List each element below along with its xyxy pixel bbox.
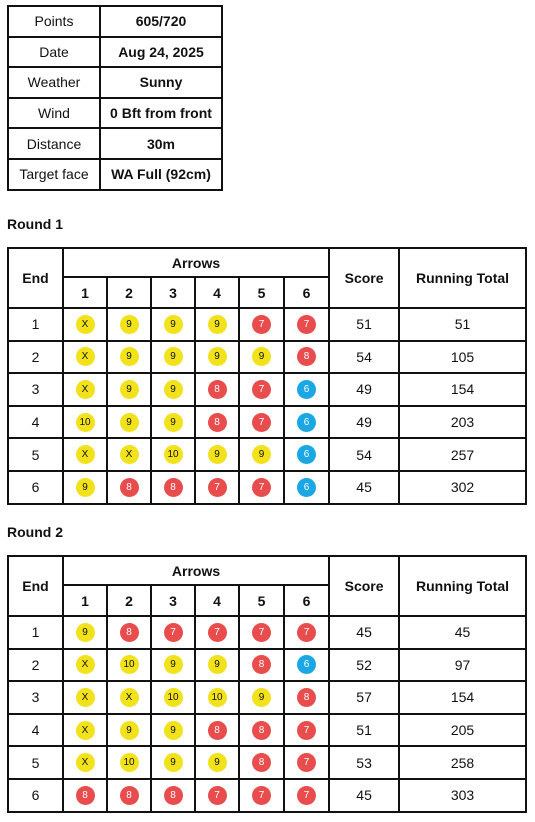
- arrow-score-badge: 8: [164, 786, 183, 805]
- running-total: 257: [399, 438, 526, 471]
- end-header: End: [8, 248, 63, 308]
- arrow-number: 6: [284, 277, 329, 308]
- arrow-cell: [284, 746, 329, 779]
- info-row-wind: [8, 98, 222, 129]
- arrow-score-badge: 9: [120, 721, 139, 740]
- end-number: 6: [8, 471, 63, 504]
- arrow-score-badge: X: [76, 315, 95, 334]
- round-1-title: Round 1: [7, 216, 63, 232]
- arrow-cell: [107, 341, 151, 374]
- running-total: 154: [399, 373, 526, 406]
- info-label: Distance: [8, 128, 100, 159]
- info-value: 605/720: [100, 6, 222, 37]
- round-2-title: Round 2: [7, 524, 63, 540]
- arrow-cell: [239, 746, 284, 779]
- running-total: 154: [399, 681, 526, 714]
- end-score: 54: [329, 438, 399, 471]
- arrow-cell: [239, 373, 284, 406]
- arrow-score-badge: 7: [252, 315, 271, 334]
- arrow-cell: [195, 714, 239, 747]
- arrow-cell: [107, 779, 151, 812]
- arrow-score-badge: 9: [252, 445, 271, 464]
- arrow-score-badge: 9: [208, 315, 227, 334]
- end-number: 2: [8, 341, 63, 374]
- arrow-score-badge: 8: [208, 413, 227, 432]
- arrow-cell: [63, 714, 107, 747]
- end-number: 2: [8, 649, 63, 682]
- arrow-number: 3: [151, 277, 195, 308]
- arrow-score-badge: 9: [120, 413, 139, 432]
- info-label: Points: [8, 6, 100, 37]
- arrow-cell: [284, 373, 329, 406]
- arrow-cell: [107, 649, 151, 682]
- arrow-number: 6: [284, 585, 329, 616]
- arrow-score-badge: 8: [208, 721, 227, 740]
- arrow-score-badge: 7: [252, 478, 271, 497]
- arrow-score-badge: 9: [164, 380, 183, 399]
- arrow-score-badge: 9: [120, 315, 139, 334]
- end-row: [8, 746, 526, 779]
- running-total: 205: [399, 714, 526, 747]
- end-number: 5: [8, 746, 63, 779]
- arrow-cell: [284, 438, 329, 471]
- arrow-number: 1: [63, 277, 107, 308]
- arrow-score-badge: 8: [120, 786, 139, 805]
- end-number: 6: [8, 779, 63, 812]
- arrow-cell: [239, 779, 284, 812]
- arrow-cell: [151, 681, 195, 714]
- arrow-cell: [63, 746, 107, 779]
- arrow-cell: [151, 308, 195, 341]
- end-number: 4: [8, 714, 63, 747]
- info-label: Wind: [8, 98, 100, 129]
- arrow-cell: [239, 438, 284, 471]
- arrow-score-badge: X: [76, 445, 95, 464]
- arrow-score-badge: 9: [164, 655, 183, 674]
- arrow-cell: [284, 308, 329, 341]
- end-number: 1: [8, 616, 63, 649]
- arrow-cell: [195, 649, 239, 682]
- arrow-score-badge: X: [76, 753, 95, 772]
- arrow-score-badge: 9: [164, 753, 183, 772]
- arrow-cell: [63, 341, 107, 374]
- arrow-cell: [195, 779, 239, 812]
- info-value: Sunny: [100, 67, 222, 98]
- running-total: 105: [399, 341, 526, 374]
- arrow-score-badge: 6: [297, 380, 316, 399]
- arrow-cell: [195, 438, 239, 471]
- header-row: [8, 556, 526, 585]
- running-total: 51: [399, 308, 526, 341]
- arrow-cell: [284, 681, 329, 714]
- end-header: End: [8, 556, 63, 616]
- running-total: 303: [399, 779, 526, 812]
- arrow-cell: [239, 471, 284, 504]
- arrow-score-badge: 8: [252, 721, 271, 740]
- arrow-score-badge: 9: [208, 753, 227, 772]
- end-row: [8, 714, 526, 747]
- arrow-score-badge: 9: [120, 380, 139, 399]
- arrow-cell: [284, 714, 329, 747]
- end-number: 3: [8, 373, 63, 406]
- arrows-header: Arrows: [63, 556, 329, 585]
- end-row: [8, 649, 526, 682]
- running-total: 97: [399, 649, 526, 682]
- arrow-cell: [107, 373, 151, 406]
- arrow-score-badge: 9: [208, 347, 227, 366]
- arrow-score-badge: X: [120, 445, 139, 464]
- end-number: 3: [8, 681, 63, 714]
- end-row: [8, 471, 526, 504]
- arrow-score-badge: 7: [208, 478, 227, 497]
- arrow-score-badge: 7: [208, 786, 227, 805]
- running-total-header: Running Total: [399, 248, 526, 308]
- arrow-score-badge: 8: [297, 688, 316, 707]
- arrow-score-badge: 9: [76, 478, 95, 497]
- end-score: 45: [329, 616, 399, 649]
- arrow-number: 4: [195, 585, 239, 616]
- arrow-score-badge: 9: [164, 721, 183, 740]
- header-row: [8, 248, 526, 277]
- arrow-cell: [195, 341, 239, 374]
- arrow-score-badge: 9: [252, 688, 271, 707]
- arrow-score-badge: X: [76, 721, 95, 740]
- arrow-score-badge: 7: [252, 786, 271, 805]
- end-score: 52: [329, 649, 399, 682]
- arrow-score-badge: X: [76, 655, 95, 674]
- arrow-score-badge: 7: [252, 413, 271, 432]
- arrow-number: 3: [151, 585, 195, 616]
- end-row: [8, 373, 526, 406]
- arrow-cell: [239, 616, 284, 649]
- arrow-cell: [151, 616, 195, 649]
- arrow-cell: [239, 714, 284, 747]
- arrow-score-badge: 8: [76, 786, 95, 805]
- arrow-cell: [63, 438, 107, 471]
- arrow-cell: [195, 406, 239, 439]
- arrow-score-badge: 7: [252, 380, 271, 399]
- arrow-cell: [195, 746, 239, 779]
- arrow-cell: [151, 649, 195, 682]
- arrow-score-badge: 7: [252, 623, 271, 642]
- arrow-score-badge: 8: [120, 623, 139, 642]
- info-label: Date: [8, 37, 100, 68]
- arrow-score-badge: 6: [297, 413, 316, 432]
- arrow-cell: [63, 308, 107, 341]
- end-score: 57: [329, 681, 399, 714]
- info-row-points: [8, 6, 222, 37]
- arrow-number: 4: [195, 277, 239, 308]
- end-row: [8, 308, 526, 341]
- end-number: 5: [8, 438, 63, 471]
- arrow-cell: [107, 406, 151, 439]
- end-row: [8, 616, 526, 649]
- arrow-cell: [151, 714, 195, 747]
- arrow-cell: [239, 308, 284, 341]
- info-row-date: [8, 37, 222, 68]
- arrow-score-badge: X: [76, 347, 95, 366]
- arrow-cell: [284, 616, 329, 649]
- arrow-score-badge: 10: [208, 688, 227, 707]
- end-row: [8, 341, 526, 374]
- arrow-cell: [284, 406, 329, 439]
- arrow-cell: [63, 616, 107, 649]
- score-header: Score: [329, 248, 399, 308]
- info-value: 0 Bft from front: [100, 98, 222, 129]
- arrow-score-badge: 7: [297, 315, 316, 334]
- arrow-cell: [107, 308, 151, 341]
- round-2-table: [7, 555, 527, 813]
- arrow-cell: [107, 471, 151, 504]
- end-score: 45: [329, 779, 399, 812]
- running-total-header: Running Total: [399, 556, 526, 616]
- round-2-body: [8, 616, 526, 812]
- end-row: [8, 406, 526, 439]
- arrow-cell: [151, 373, 195, 406]
- arrow-cell: [107, 746, 151, 779]
- score-header: Score: [329, 556, 399, 616]
- arrow-cell: [195, 471, 239, 504]
- arrow-cell: [195, 616, 239, 649]
- arrow-score-badge: 6: [297, 478, 316, 497]
- running-total: 302: [399, 471, 526, 504]
- arrow-cell: [63, 373, 107, 406]
- arrow-score-badge: 9: [120, 347, 139, 366]
- arrow-score-badge: 10: [164, 445, 183, 464]
- arrow-cell: [107, 681, 151, 714]
- arrow-score-badge: 7: [297, 721, 316, 740]
- arrow-number: 5: [239, 277, 284, 308]
- end-row: [8, 438, 526, 471]
- arrow-cell: [63, 649, 107, 682]
- end-score: 45: [329, 471, 399, 504]
- arrow-cell: [63, 406, 107, 439]
- arrow-cell: [284, 649, 329, 682]
- arrow-score-badge: 9: [164, 413, 183, 432]
- arrow-score-badge: 7: [208, 623, 227, 642]
- arrow-score-badge: X: [76, 380, 95, 399]
- arrow-number: 2: [107, 585, 151, 616]
- arrow-cell: [151, 471, 195, 504]
- arrow-score-badge: 7: [297, 753, 316, 772]
- running-total: 45: [399, 616, 526, 649]
- arrows-header: Arrows: [63, 248, 329, 277]
- end-number: 4: [8, 406, 63, 439]
- info-row-distance: [8, 128, 222, 159]
- running-total: 258: [399, 746, 526, 779]
- arrow-number: 5: [239, 585, 284, 616]
- arrow-cell: [151, 438, 195, 471]
- arrow-score-badge: 10: [120, 655, 139, 674]
- info-row-target-face: [8, 159, 222, 190]
- arrow-cell: [284, 779, 329, 812]
- arrow-number: 2: [107, 277, 151, 308]
- arrow-cell: [63, 471, 107, 504]
- round-1-body: [8, 308, 526, 504]
- arrow-cell: [284, 471, 329, 504]
- arrow-score-badge: 8: [297, 347, 316, 366]
- arrow-score-badge: 9: [208, 445, 227, 464]
- arrow-cell: [239, 649, 284, 682]
- arrow-score-badge: 10: [76, 413, 95, 432]
- arrow-cell: [195, 373, 239, 406]
- arrow-score-badge: 7: [164, 623, 183, 642]
- arrow-cell: [195, 308, 239, 341]
- arrow-score-badge: 9: [164, 347, 183, 366]
- end-row: [8, 681, 526, 714]
- end-row: [8, 779, 526, 812]
- arrow-score-badge: 8: [208, 380, 227, 399]
- arrow-cell: [107, 616, 151, 649]
- end-score: 53: [329, 746, 399, 779]
- arrow-score-badge: 7: [297, 623, 316, 642]
- arrow-cell: [151, 406, 195, 439]
- arrow-cell: [63, 779, 107, 812]
- arrow-cell: [239, 681, 284, 714]
- running-total: 203: [399, 406, 526, 439]
- arrow-cell: [239, 406, 284, 439]
- arrow-cell: [151, 746, 195, 779]
- end-score: 49: [329, 406, 399, 439]
- arrow-cell: [151, 779, 195, 812]
- arrow-score-badge: X: [120, 688, 139, 707]
- info-value: 30m: [100, 128, 222, 159]
- end-number: 1: [8, 308, 63, 341]
- arrow-score-badge: 9: [164, 315, 183, 334]
- arrow-cell: [284, 341, 329, 374]
- arrow-cell: [195, 681, 239, 714]
- session-info-table: [7, 5, 223, 191]
- arrow-score-badge: 7: [297, 786, 316, 805]
- arrow-score-badge: 6: [297, 445, 316, 464]
- info-value: WA Full (92cm): [100, 159, 222, 190]
- arrow-score-badge: 8: [252, 753, 271, 772]
- end-score: 54: [329, 341, 399, 374]
- end-score: 51: [329, 308, 399, 341]
- info-label: Weather: [8, 67, 100, 98]
- arrow-cell: [107, 714, 151, 747]
- info-label: Target face: [8, 159, 100, 190]
- arrow-score-badge: 6: [297, 655, 316, 674]
- arrow-cell: [107, 438, 151, 471]
- arrow-score-badge: 8: [120, 478, 139, 497]
- info-row-weather: [8, 67, 222, 98]
- arrow-score-badge: 9: [208, 655, 227, 674]
- end-score: 49: [329, 373, 399, 406]
- arrow-score-badge: 9: [76, 623, 95, 642]
- info-value: Aug 24, 2025: [100, 37, 222, 68]
- end-score: 51: [329, 714, 399, 747]
- round-1-table: [7, 247, 527, 505]
- arrow-cell: [151, 341, 195, 374]
- arrow-score-badge: 10: [120, 753, 139, 772]
- arrow-score-badge: X: [76, 688, 95, 707]
- arrow-number: 1: [63, 585, 107, 616]
- arrow-score-badge: 10: [164, 688, 183, 707]
- arrow-score-badge: 8: [164, 478, 183, 497]
- arrow-cell: [239, 341, 284, 374]
- arrow-score-badge: 9: [252, 347, 271, 366]
- arrow-cell: [63, 681, 107, 714]
- arrow-score-badge: 8: [252, 655, 271, 674]
